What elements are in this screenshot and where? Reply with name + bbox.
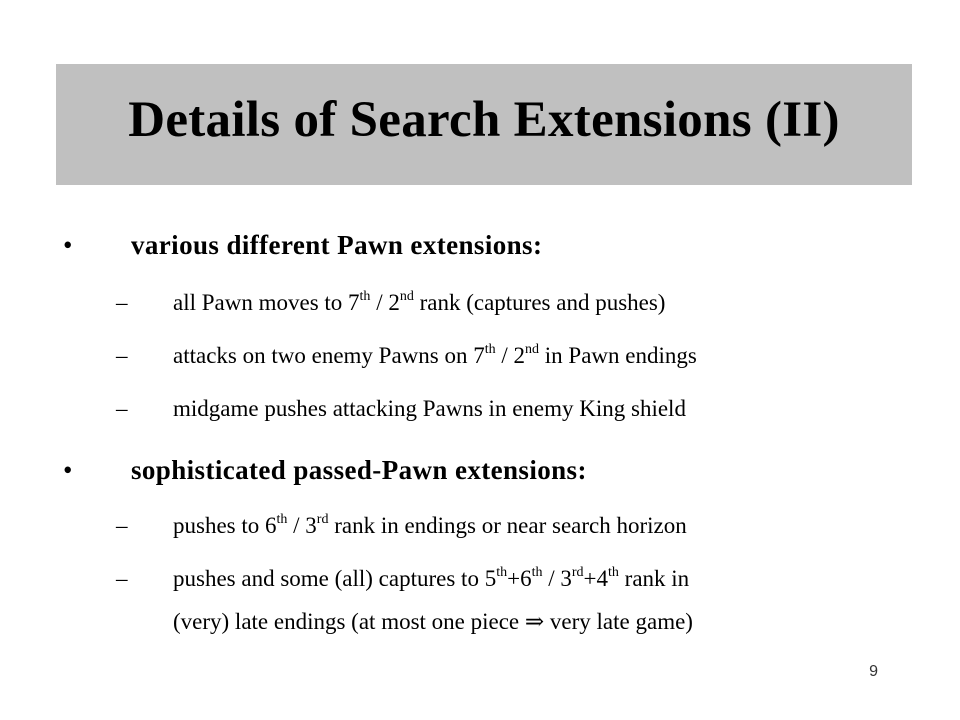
superscript: rd — [316, 512, 329, 527]
dash-marker: – — [116, 513, 128, 538]
list-item-continuation: (very) late endings (at most one piece ⇒ very late game) — [173, 609, 693, 634]
dash-marker: – — [116, 343, 128, 368]
text-run: pushes and some (all) captures to 5 — [173, 566, 497, 591]
dash-marker: – — [116, 566, 128, 591]
superscript: th — [496, 565, 508, 580]
dash-marker: – — [116, 396, 128, 421]
list-item: midgame pushes attacking Pawns in enemy King shield — [173, 396, 686, 421]
title-bar — [56, 64, 912, 185]
list-item — [173, 564, 689, 594]
text-run: +4 — [583, 566, 609, 591]
superscript: th — [276, 512, 288, 527]
section-heading: sophisticated passed-Pawn extensions: — [131, 455, 587, 485]
text-run: attacks on two enemy Pawns on 7 — [173, 343, 485, 368]
list-item — [173, 511, 687, 541]
text-run: rank in endings or near search horizon — [328, 513, 687, 538]
superscript: th — [608, 565, 619, 580]
slide-title: Details of Search Extensions (II) — [128, 92, 840, 148]
superscript: rd — [571, 565, 584, 580]
dash-marker: – — [116, 290, 128, 315]
superscript: nd — [525, 342, 540, 357]
text-run: rank (captures and pushes) — [413, 290, 666, 315]
text-run: +6 — [507, 566, 532, 591]
text-run: / 2 — [495, 343, 526, 368]
superscript: th — [484, 342, 496, 357]
text-run: rank in — [618, 566, 690, 591]
bullet-point: • — [63, 230, 73, 260]
superscript: nd — [399, 289, 414, 304]
text-run: in Pawn endings — [539, 343, 697, 368]
page-number: 9 — [869, 663, 878, 680]
superscript: th — [531, 565, 543, 580]
superscript: th — [359, 289, 371, 304]
list-item — [173, 288, 665, 318]
list-item — [173, 341, 697, 371]
text-run: / 3 — [287, 513, 317, 538]
section-heading: various different Pawn extensions: — [131, 230, 543, 260]
text-run: / 2 — [370, 290, 400, 315]
bullet-point: • — [63, 455, 73, 485]
text-run: / 3 — [542, 566, 572, 591]
text-run: all Pawn moves to 7 — [173, 290, 360, 315]
text-run: pushes to 6 — [173, 513, 277, 538]
